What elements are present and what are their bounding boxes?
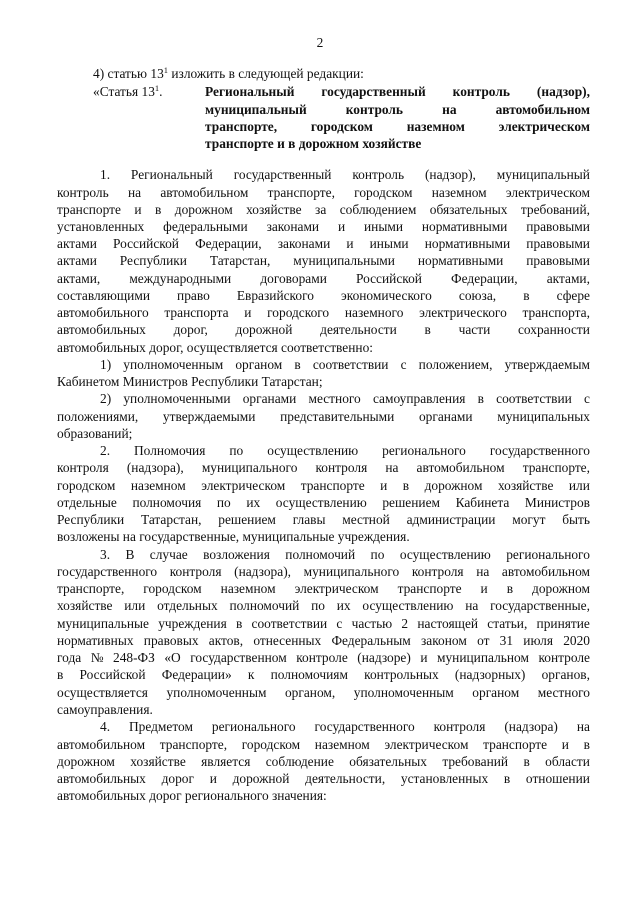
word: уполномоченным — [123, 357, 224, 372]
word: быть — [562, 512, 590, 527]
word: контрольных — [364, 667, 439, 682]
body-line — [57, 528, 590, 545]
word: автомобильных дорог регионального значения: — [57, 788, 327, 803]
body-line — [57, 184, 590, 201]
word: главы — [292, 512, 326, 527]
word: дорог — [161, 771, 194, 786]
word: самоуправления — [372, 391, 466, 406]
body-line — [57, 770, 590, 787]
word: В — [125, 547, 135, 562]
word: муниципальный — [496, 167, 590, 182]
word: актов, — [208, 633, 244, 648]
word: местной — [342, 512, 390, 527]
word: государственного — [314, 719, 415, 734]
body-line — [57, 684, 590, 701]
word: дорожном — [57, 754, 115, 769]
article-label: «Статья $13^1$. — [93, 83, 163, 99]
word: возложены на государственные, муниципальные учреждения. — [57, 529, 410, 544]
word: года — [57, 650, 82, 665]
word: местного — [537, 685, 590, 700]
word: регионального — [211, 719, 296, 734]
word: государственного — [57, 564, 158, 579]
article-title-line — [205, 83, 590, 100]
word: государственном — [190, 650, 287, 665]
word: по — [229, 443, 244, 458]
word: возложения — [203, 547, 270, 562]
word: законами — [277, 236, 331, 251]
word: контроля — [433, 719, 486, 734]
word: требований — [442, 754, 509, 769]
word: регионального — [506, 547, 590, 562]
word: 2020 — [563, 633, 590, 648]
word: электрическом — [201, 478, 286, 493]
word: и — [209, 771, 217, 786]
word: городского — [267, 305, 330, 320]
word: полномочий — [285, 547, 356, 562]
body-line — [100, 356, 590, 373]
word: актами — [57, 253, 97, 268]
word: требований, — [520, 202, 590, 217]
word: электрическом — [498, 119, 590, 134]
word: июля — [523, 633, 553, 648]
word: Татарстан, — [140, 512, 202, 527]
word: городском — [143, 581, 202, 596]
word: в — [235, 616, 243, 631]
body-line — [100, 442, 590, 459]
word: регионального — [382, 443, 466, 458]
body-line — [100, 718, 590, 735]
word: в — [155, 202, 162, 217]
word: части — [458, 322, 491, 337]
amendment-intro: 4) статью $13^1$ изложить в следующей редакции: — [93, 65, 364, 81]
word: транспорте и в дорожном хозяйстве — [205, 136, 422, 151]
word: правовых — [143, 633, 199, 648]
word: деятельности — [320, 322, 397, 337]
word: соответствии — [312, 357, 389, 372]
word: в — [503, 771, 511, 786]
word: или — [124, 598, 146, 613]
word: автомобильных — [57, 322, 146, 337]
body-line — [100, 546, 590, 563]
word: «О — [164, 650, 181, 665]
word: транспорте — [57, 202, 121, 217]
word: международными — [129, 271, 232, 286]
word: наземном — [406, 119, 465, 134]
word: деятельности, — [305, 771, 386, 786]
word: Кабинетом Министров Республики Татарстан; — [57, 374, 323, 389]
word: (надзор), — [424, 167, 476, 182]
word: 1) — [100, 357, 112, 372]
word: установленных — [400, 771, 489, 786]
body-line — [57, 477, 590, 494]
word: автомобильного — [57, 305, 149, 320]
word: обязательных — [349, 754, 427, 769]
word: дорожном — [174, 202, 233, 217]
body-line — [57, 304, 590, 321]
word: учреждения — [158, 616, 227, 631]
word: соответствии — [496, 391, 572, 406]
word: законами — [266, 219, 320, 234]
word: дорожном — [424, 478, 483, 493]
word: дорожной — [235, 322, 293, 337]
word: Кабинета — [455, 495, 510, 510]
word: отдельные — [57, 495, 117, 510]
word: в — [523, 754, 530, 769]
word: законом — [420, 633, 467, 648]
word: образований; — [57, 426, 133, 441]
body-line — [57, 425, 590, 442]
body-line — [57, 580, 590, 597]
word: наземном — [220, 581, 276, 596]
word: правовыми — [526, 219, 590, 234]
word: (надзора) — [504, 719, 558, 734]
word: правовыми — [526, 236, 590, 251]
word: полномочия — [132, 495, 202, 510]
word: автомобильном — [416, 460, 505, 475]
word: на — [127, 185, 142, 200]
body-line — [57, 252, 590, 269]
word: контроль — [452, 84, 510, 99]
word: электрического — [419, 305, 507, 320]
word: статьи, — [487, 616, 528, 631]
word: осуществлению — [267, 443, 359, 458]
word: электрическом — [384, 737, 469, 752]
word: (надзор), — [536, 84, 590, 99]
article-title-line — [205, 135, 590, 152]
word: автомобильном — [495, 102, 590, 117]
word: государственные, — [490, 598, 590, 613]
word: муниципальный — [205, 102, 307, 117]
word: и — [561, 737, 569, 752]
word: решением — [218, 512, 276, 527]
word: дорог, — [173, 322, 208, 337]
word: муниципальных — [497, 409, 590, 424]
word: № — [90, 650, 104, 665]
word: органом — [235, 357, 283, 372]
body-line — [57, 339, 590, 356]
word: положениями, — [57, 409, 139, 424]
word: их — [246, 495, 261, 510]
word: в — [477, 391, 484, 406]
word: соблюдение — [265, 754, 334, 769]
word: осуществлению — [275, 495, 367, 510]
word: федеральными — [163, 219, 248, 234]
word: договорами — [260, 271, 327, 286]
word: по — [311, 598, 325, 613]
word: нормативными — [417, 253, 504, 268]
word: области — [545, 754, 590, 769]
word: хозяйстве — [130, 754, 186, 769]
word: контроля — [315, 460, 368, 475]
word: муниципальными — [293, 253, 395, 268]
word: государственного — [489, 443, 590, 458]
word: на — [465, 598, 479, 613]
word: утверждаемыми — [162, 409, 256, 424]
body-line — [57, 201, 590, 218]
word: 2 — [401, 616, 409, 631]
word: в — [424, 322, 431, 337]
word: на — [442, 102, 457, 117]
word: в — [583, 737, 590, 752]
word: решением — [382, 495, 440, 510]
word: 1. — [100, 167, 111, 182]
word: и — [244, 305, 252, 320]
word: транспорте — [300, 478, 365, 493]
word: на — [385, 460, 399, 475]
word: полномочий — [229, 598, 300, 613]
word: установленных — [57, 219, 145, 234]
article-title-line — [205, 118, 590, 135]
word: Евразийского — [236, 288, 314, 303]
word: на — [576, 719, 590, 734]
word: 31 — [499, 633, 514, 648]
word: с — [400, 357, 407, 372]
body-line — [57, 615, 590, 632]
word: муниципальном — [437, 650, 529, 665]
body-line — [57, 632, 590, 649]
word: право — [177, 288, 210, 303]
word: с — [336, 616, 343, 631]
word: контроле — [296, 650, 348, 665]
word: муниципального — [201, 460, 298, 475]
word: городском — [310, 119, 373, 134]
word: транспорта, — [522, 305, 590, 320]
word: городском — [354, 185, 413, 200]
body-line — [57, 373, 590, 390]
word: утверждаемым — [504, 357, 590, 372]
word: органом, — [284, 685, 336, 700]
word: и — [134, 202, 142, 217]
word: настоящей — [417, 616, 479, 631]
word: 3. — [100, 547, 111, 562]
word: контроль — [345, 102, 404, 117]
word: нормативными — [421, 219, 508, 234]
word: принятие — [536, 616, 590, 631]
word: в — [294, 357, 301, 372]
body-line — [57, 235, 590, 252]
word: контроль — [352, 167, 405, 182]
body-line — [57, 511, 590, 528]
word: с — [584, 391, 590, 406]
word: полномочиям — [270, 667, 348, 682]
word: хозяйстве — [497, 478, 554, 493]
word: Региональный — [130, 167, 213, 182]
word: электрическом — [505, 185, 590, 200]
word: Федерации» — [161, 667, 232, 682]
word: автомобильном — [160, 185, 249, 200]
word: экономического — [341, 288, 432, 303]
word: Министров — [524, 495, 590, 510]
body-line — [57, 408, 590, 425]
word: транспорте, — [522, 460, 590, 475]
word: отнесенных — [253, 633, 322, 648]
word: Федеральным — [331, 633, 411, 648]
word: иными — [369, 236, 409, 251]
body-line — [57, 563, 590, 580]
word: Федерации, — [451, 271, 518, 286]
word: (надзорных) — [454, 667, 526, 682]
word: иными — [364, 219, 403, 234]
word: муниципальные — [57, 616, 149, 631]
word: могут — [512, 512, 546, 527]
word: или — [568, 478, 590, 493]
body-line — [57, 270, 590, 287]
body-line — [57, 736, 590, 753]
body-line — [100, 390, 590, 407]
word: сфере — [556, 288, 590, 303]
body-line — [100, 166, 590, 183]
body-line — [57, 218, 590, 235]
word: государственный — [233, 167, 332, 182]
word: местного — [308, 391, 361, 406]
word: наземного — [344, 305, 404, 320]
word: наземном — [314, 737, 370, 752]
word: (надзора), — [126, 460, 184, 475]
word: (надзора), — [234, 564, 292, 579]
word: от — [477, 633, 490, 648]
word: автомобильных дорог, осуществляется соответственно: — [57, 340, 373, 355]
word: (надзоре) — [357, 650, 411, 665]
word: актами, — [57, 271, 101, 286]
word: и — [420, 650, 428, 665]
word: и — [337, 219, 346, 234]
word: представительными — [280, 409, 395, 424]
word: по — [216, 495, 231, 510]
word: Федерации, — [195, 236, 262, 251]
word: случае — [149, 547, 188, 562]
body-line — [57, 787, 590, 804]
word: осуществляется — [57, 685, 148, 700]
word: 2) — [100, 391, 112, 406]
word: транспорте — [397, 581, 462, 596]
word: автомобильных — [57, 771, 146, 786]
word: дорожной — [232, 771, 290, 786]
word: 2. — [100, 443, 111, 458]
word: Татарстан, — [209, 253, 271, 268]
word: хозяйстве — [246, 202, 302, 217]
word: электрическом — [294, 581, 379, 596]
word: наземном — [130, 478, 186, 493]
word: органами — [418, 409, 473, 424]
body-line — [57, 494, 590, 511]
word: администрации — [406, 512, 496, 527]
word: соблюдением — [339, 202, 417, 217]
body-line — [57, 597, 590, 614]
word: контроля — [57, 460, 109, 475]
body-line — [57, 649, 590, 666]
word: актами, — [546, 271, 590, 286]
word: на — [476, 564, 490, 579]
word: наземном — [431, 185, 487, 200]
word: частью — [351, 616, 393, 631]
word: осуществлению — [362, 598, 454, 613]
word: Полномочия — [134, 443, 206, 458]
word: хозяйстве — [57, 598, 113, 613]
word: транспорте, — [205, 119, 278, 134]
word: союза, — [458, 288, 497, 303]
word: транспорта — [164, 305, 229, 320]
word: их — [336, 598, 351, 613]
word: дорожном — [532, 581, 590, 596]
body-line — [57, 459, 590, 476]
word: 4. — [100, 719, 111, 734]
page-number: 2 — [316, 35, 324, 50]
word: органами — [242, 391, 297, 406]
word: Российской — [79, 667, 146, 682]
body-line — [57, 666, 590, 683]
word: транспорте, — [267, 185, 335, 200]
word: контроле — [538, 650, 590, 665]
word: транспорте, — [159, 737, 228, 752]
word: транспорте — [483, 737, 548, 752]
word: и — [480, 581, 488, 596]
word: уполномоченными — [123, 391, 231, 406]
word: положением, — [418, 357, 493, 372]
body-line — [57, 321, 590, 338]
word: является — [201, 754, 251, 769]
word: отдельных — [157, 598, 218, 613]
word: государственный — [321, 84, 426, 99]
word: контроля — [411, 564, 464, 579]
word: уполномоченным — [353, 685, 454, 700]
word: контроль — [57, 185, 109, 200]
article-title-line — [205, 101, 590, 118]
word: осуществлению — [399, 547, 491, 562]
word: органом — [472, 685, 520, 700]
word: органов, — [541, 667, 590, 682]
word: уполномоченным — [166, 685, 267, 700]
word: составляющими — [57, 288, 150, 303]
word: Российской — [112, 236, 179, 251]
word: актами — [57, 236, 97, 251]
word: Российской — [355, 271, 422, 286]
word: транспорте, — [57, 581, 125, 596]
word: правовыми — [526, 253, 590, 268]
word: по — [370, 547, 385, 562]
word: Республики — [119, 253, 187, 268]
word: самоуправления. — [57, 702, 153, 717]
word: в — [57, 667, 64, 682]
body-line — [57, 753, 590, 770]
word: в — [523, 288, 530, 303]
word: автомобильном — [57, 737, 146, 752]
word: Предметом — [128, 719, 193, 734]
word: нормативных — [57, 633, 134, 648]
word: к — [247, 667, 255, 682]
word: и — [346, 236, 354, 251]
body-line — [57, 287, 590, 304]
word: за — [315, 202, 327, 217]
word: и — [380, 478, 388, 493]
word: 248-ФЗ — [113, 650, 155, 665]
word: Республики — [57, 512, 125, 527]
word: муниципального — [303, 564, 400, 579]
word: городском — [241, 737, 301, 752]
word: автомобильном — [501, 564, 590, 579]
word: обязательных — [429, 202, 508, 217]
word: в — [402, 478, 410, 493]
word: в — [506, 581, 514, 596]
word: Региональный — [205, 84, 295, 99]
word: городском — [57, 478, 116, 493]
word: контроля — [169, 564, 222, 579]
word: сохранности — [517, 322, 590, 337]
word: отношении — [525, 771, 590, 786]
body-line — [57, 701, 590, 718]
word: нормативными — [424, 236, 511, 251]
word: соответствии — [251, 616, 328, 631]
